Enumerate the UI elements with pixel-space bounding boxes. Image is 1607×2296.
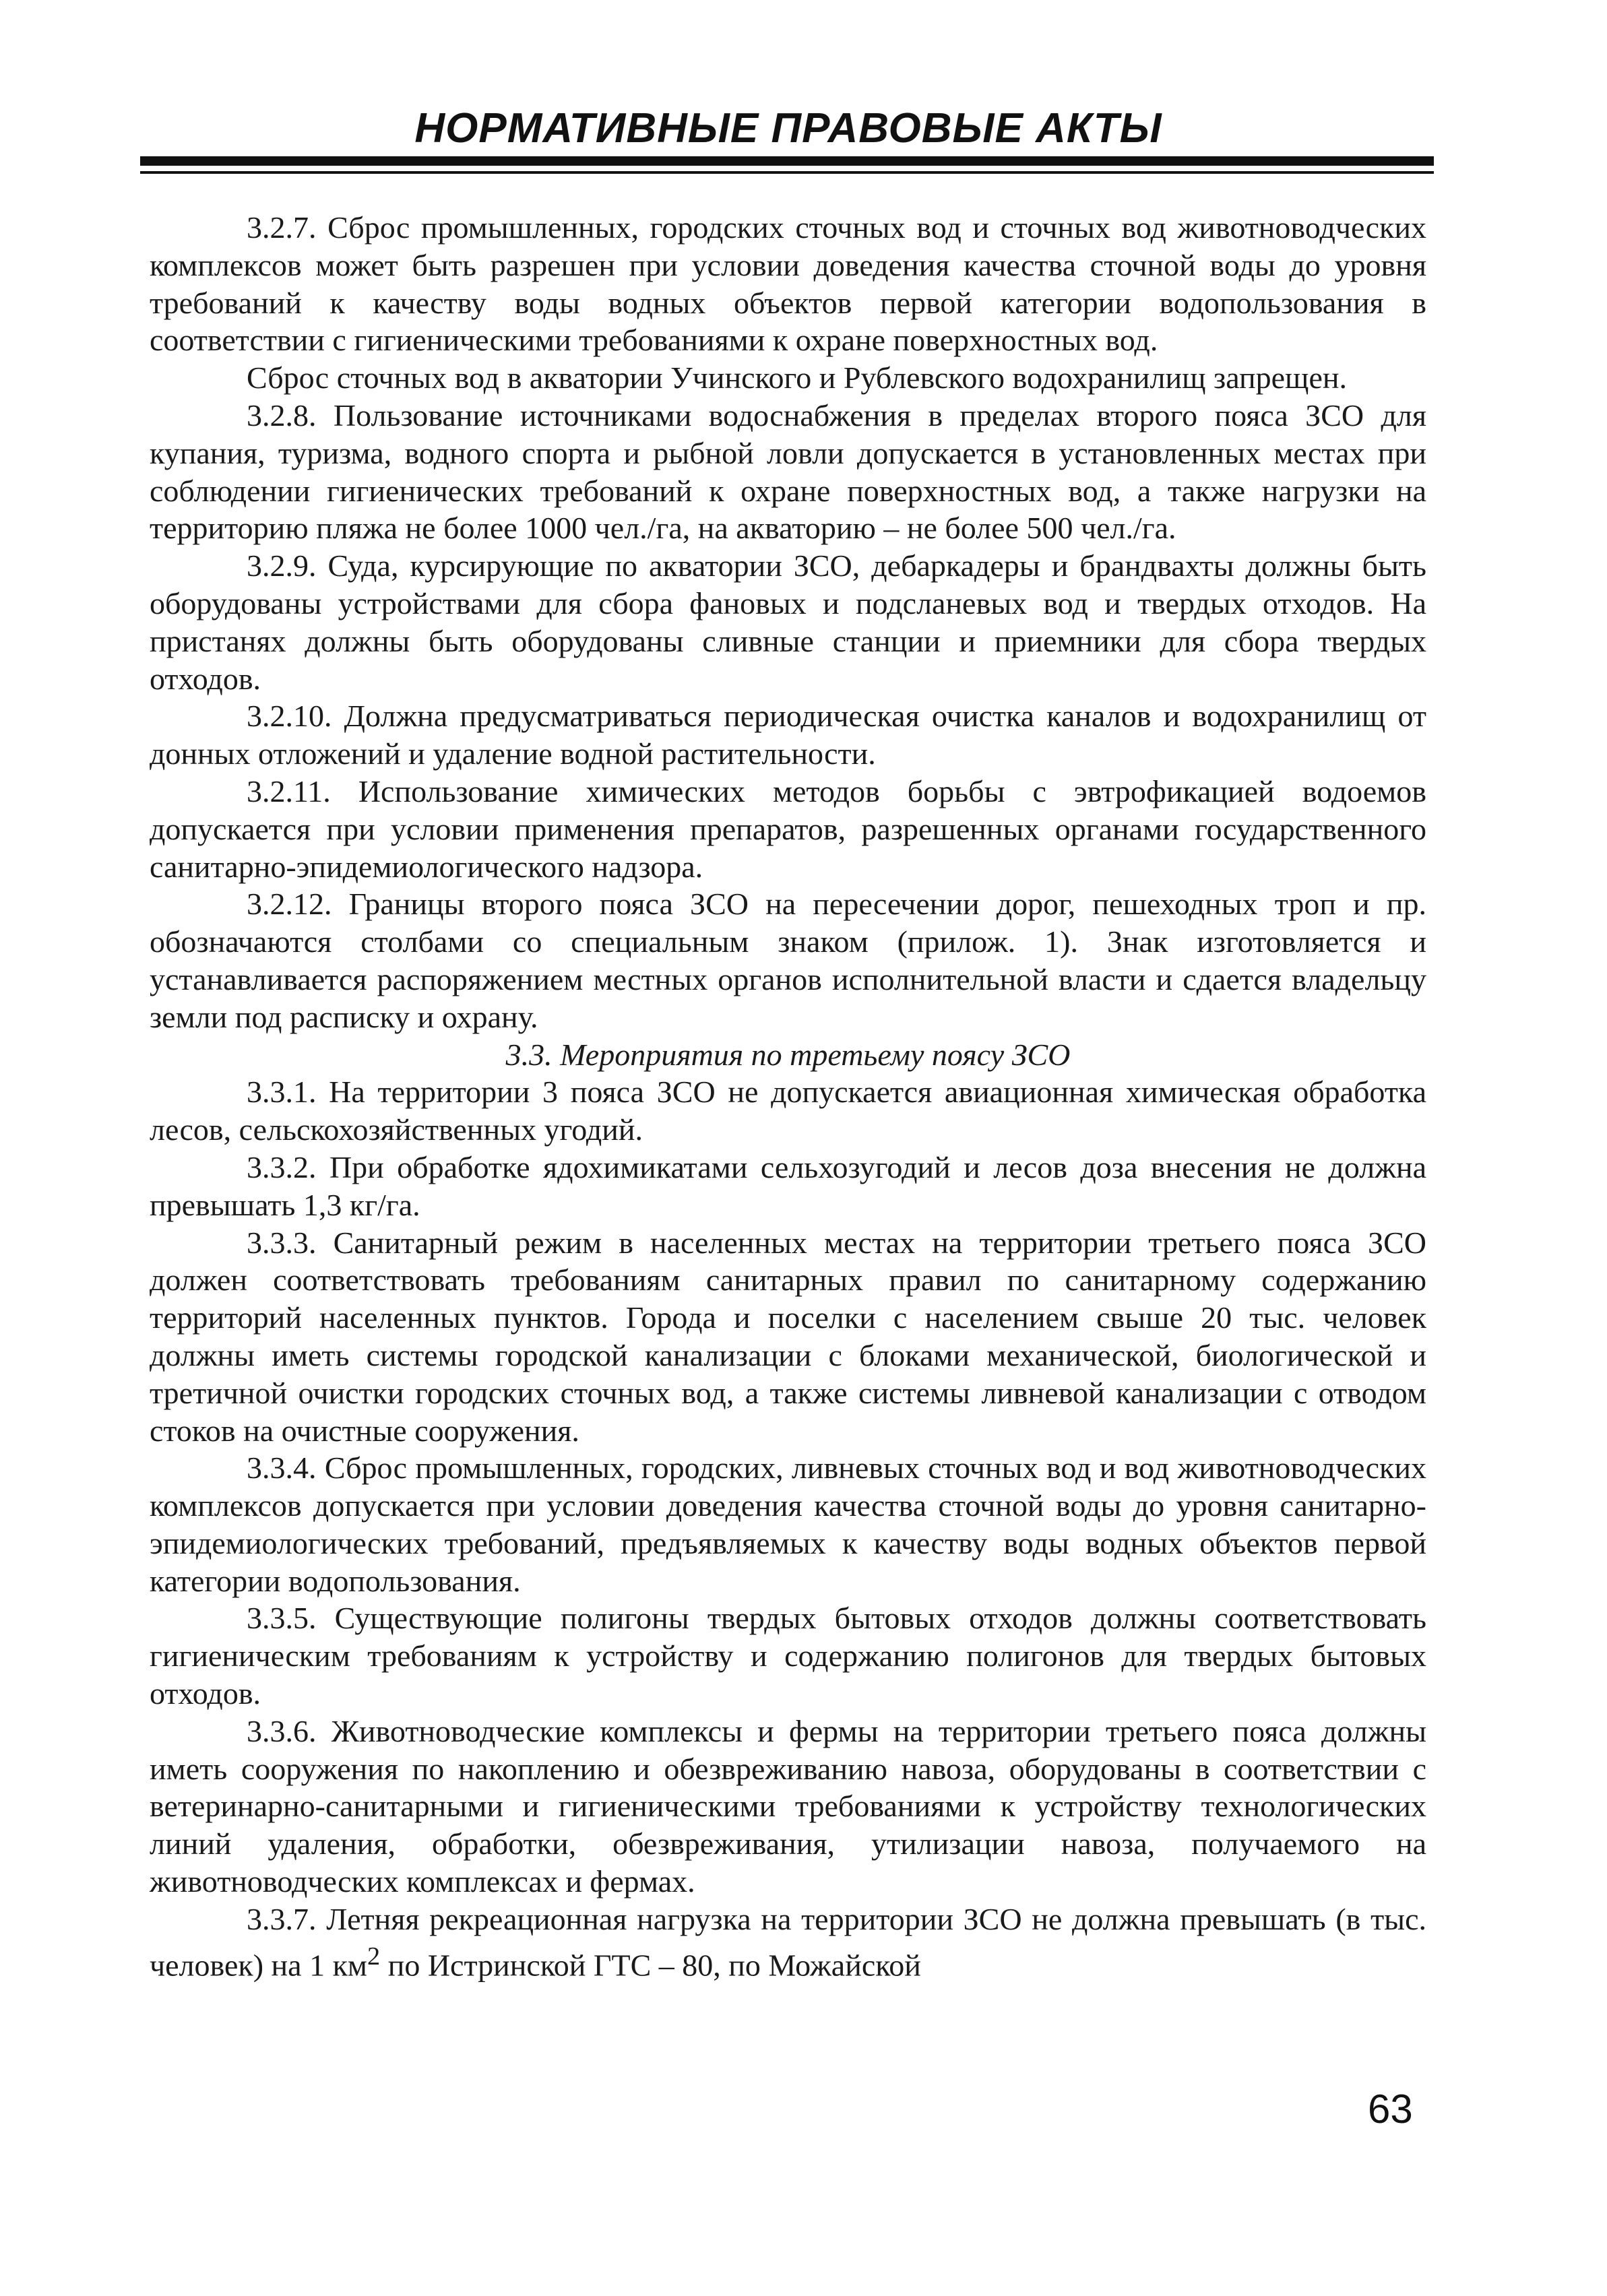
paragraph-3-3-7-text-start: 3.3.7. Летняя рекреационная нагрузка на территории ЗСО не должна превышать (в тыс. человек) на 1 км (150, 1901, 1426, 1982)
body-text (150, 209, 1426, 1984)
superscript-2: 2 (367, 1942, 381, 1971)
paragraph-3-2-7-continuation: Сброс сточных вод в акватории Учинского и Рублевского водохранилищ запрещен. (247, 360, 1347, 395)
paragraph-3-2-7: 3.2.7. Сброс промышленных, городских сточных вод и сточных вод животноводческих комплексов может быть разрешен при условии доведения качества сточной воды до уровня требований к качеству воды водных объектов первой категории водопользования в соответствии с гигиеническими требованиями к охране поверхностных вод. (150, 210, 1426, 358)
paragraph-3-3-3: 3.3.3. Санитарный режим в населенных местах на территории третьего пояса ЗСО должен соответствовать требованиям санитарных правил по санитарному содержанию территорий населенных пунктов. Города и поселки с населением свыше 20 тыс. человек должны иметь системы городской канализации с блоками механической, биологической и третичной очистки городских сточных вод, а также системы ливневой канализации с отводом стоков на очистные сооружения. (150, 1225, 1426, 1448)
paragraph-3-3-5: 3.3.5. Существующие полигоны твердых бытовых отходов должны соответствовать гигиеническим требованиям к устройству и содержанию полигонов для твердых бытовых отходов. (150, 1601, 1426, 1711)
paragraph-3-3-7-text-end: по Истринской ГТС – 80, по Можайской (380, 1947, 921, 1982)
paragraph-3-3-4: 3.3.4. Сброс промышленных, городских, ливневых сточных вод и вод животноводческих комплексов допускается при условии доведения качества сточной воды до уровня санитарно-эпидемиологических требований, предъявляемых к качеству воды водных объектов первой категории водопользования. (150, 1450, 1426, 1598)
paragraph-3-3-1: 3.3.1. На территории 3 пояса ЗСО не допускается авиационная химическая обработка лесов, сельскохозяйственных угодий. (150, 1075, 1426, 1147)
running-header-title: НОРМАТИВНЫЕ ПРАВОВЫЕ АКТЫ (414, 105, 1162, 152)
section-title-3-3: 3.3. Мероприятия по третьему поясу ЗСО (505, 1037, 1071, 1072)
header-rule-thick (140, 156, 1434, 166)
paragraph-3-3-7 (150, 1901, 1426, 1984)
paragraph-3-2-9: 3.2.9. Суда, курсирующие по акватории ЗСО, дебаркадеры и брандвахты должны быть оборудованы устройствами для сбора фановых и подсланевых вод и твердых отходов. На пристанях должны быть оборудованы сливные станции и приемники для сбора твердых отходов. (150, 548, 1426, 696)
paragraph-3-2-11: 3.2.11. Использование химических методов борьбы с эвтрофикацией водоемов допускается при условии применения препаратов, разрешенных органами государственного санитарно-эпидемиологического надзора. (150, 773, 1426, 884)
paragraph-3-2-10: 3.2.10. Должна предусматриваться периодическая очистка каналов и водохранилищ от донных отложений и удаление водной растительности. (150, 699, 1426, 771)
paragraph-3-3-2: 3.3.2. При обработке ядохимикатами сельхозугодий и лесов доза внесения не должна превышать 1,3 кг/га. (150, 1149, 1426, 1222)
paragraph-3-2-8: 3.2.8. Пользование источниками водоснабжения в пределах второго пояса ЗСО для купания, туризма, водного спорта и рыбной ловли допускается в установленных местах при соблюдении гигиенических требований к охране поверхностных вод, а также нагрузки на территорию пляжа не более 1000 чел./га, на акваторию – не более 500 чел./га. (150, 397, 1426, 546)
paragraph-3-2-12: 3.2.12. Границы второго пояса ЗСО на пересечении дорог, пешеходных троп и пр. обозначаются столбами со специальным знаком (прилож. 1). Знак изготовляется и устанавливается распоряжением местных органов исполнительной власти и сдается владельцу земли под расписку и охрану. (150, 887, 1426, 1034)
page-number: 63 (1368, 2086, 1413, 2132)
paragraph-3-3-6: 3.3.6. Животноводческие комплексы и фермы на территории третьего пояса должны иметь сооружения по накоплению и обезвреживанию навоза, оборудованы в соответствии с ветеринарно-санитарными и гигиеническими требованиями к устройству технологических линий удаления, обработки, обезвреживания, утилизации навоза, получаемого на животноводческих комплексах и фермах. (150, 1713, 1426, 1899)
header-rule-thin (140, 171, 1434, 174)
